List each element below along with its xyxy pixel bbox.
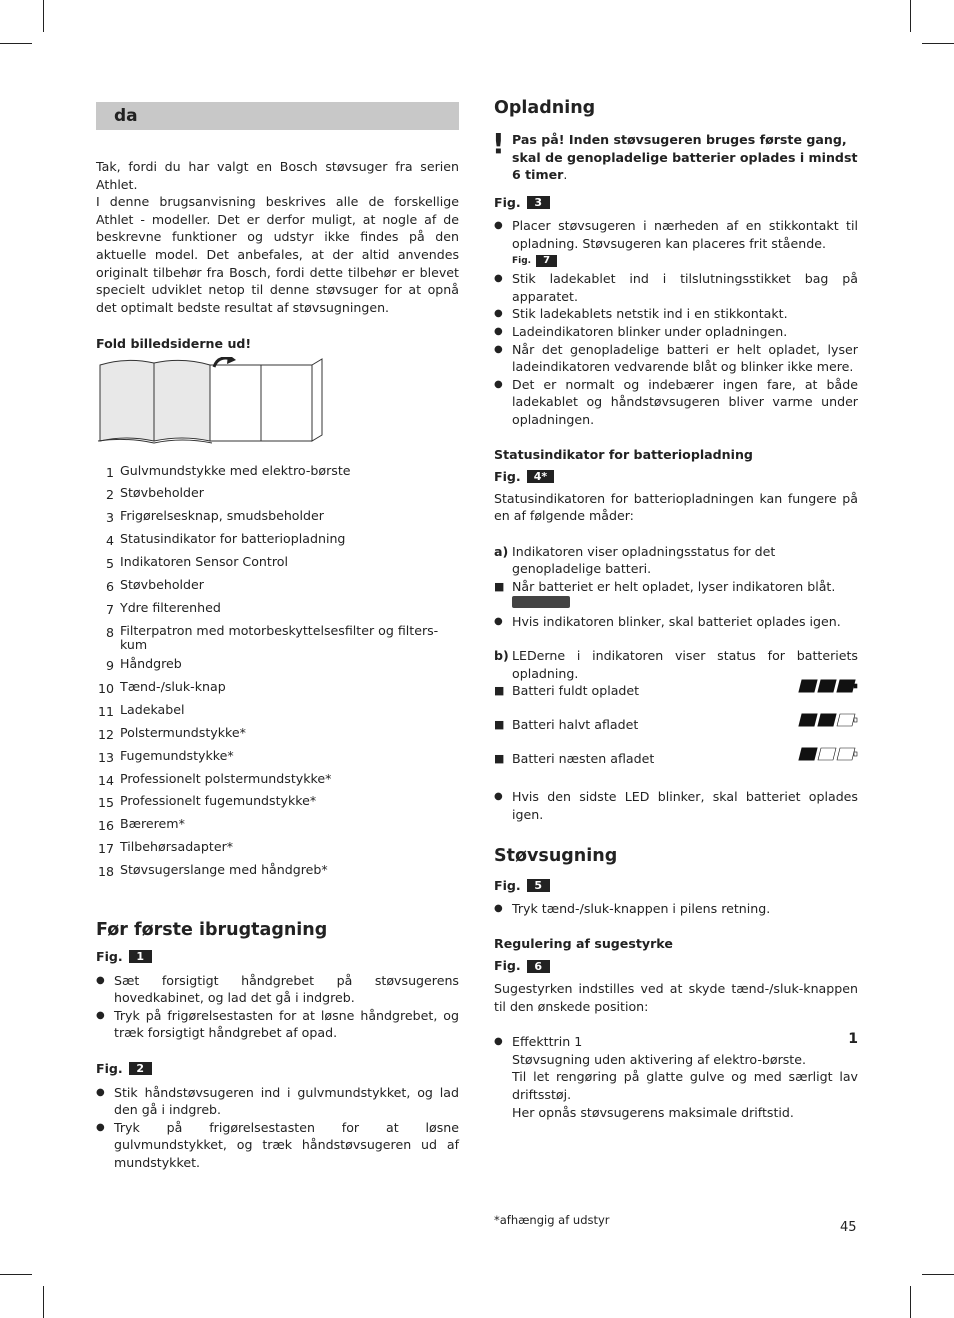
part-name: Bærerem*	[120, 816, 185, 832]
fig5-list	[494, 900, 858, 918]
parts-list-item	[96, 509, 459, 527]
fig-label: Fig.	[494, 194, 521, 210]
part-number: 15	[97, 795, 114, 811]
battery-level-label: Batteri halvt afladet	[512, 717, 639, 733]
battery-tip	[854, 752, 857, 756]
fig-label: Fig.	[96, 1060, 123, 1076]
fig-number-badge: 1	[129, 950, 152, 963]
fig1-list	[96, 972, 459, 1042]
part-name: Ladekabel	[120, 701, 185, 717]
crop-mark	[0, 1274, 32, 1275]
part-number: 14	[97, 772, 114, 788]
fig-label: Fig.	[494, 958, 521, 974]
parts-list-item	[96, 464, 459, 482]
part-name: Gulvmundstykke med elektro-børste	[120, 462, 351, 478]
option-b-label: b)	[494, 648, 509, 664]
fig-label: Fig.	[494, 469, 521, 485]
parts-list-item	[96, 532, 459, 550]
figure-reference	[494, 877, 858, 895]
option-b-bullets	[494, 788, 858, 823]
part-name: Filterpatron med motorbeskyttelsesfilter og filters-kum	[120, 622, 439, 652]
part-name: Tænd-/sluk-knap	[120, 678, 226, 694]
footnote: *afhængig af udstyr	[494, 1213, 610, 1227]
battery-level-list	[494, 682, 858, 784]
part-number: 4	[105, 533, 114, 549]
part-name: Støvbeholder	[120, 485, 204, 501]
fig-number-badge: 3	[527, 196, 550, 209]
suction-levels	[494, 1033, 858, 1121]
fold-title: Fold billedsiderne ud!	[96, 336, 252, 352]
option-a-label: a)	[494, 543, 509, 559]
list-item	[494, 1033, 858, 1121]
list-item: ● Når det genopladelige batteri er helt opladet, lyser ladeindikatoren vedvarende blåt og blinker ikke mere.	[494, 341, 858, 376]
option-b	[494, 647, 858, 682]
parts-list-item	[96, 726, 459, 744]
list-item: ● Hvis den sidste LED blinker, skal batteriet oplades igen.	[494, 788, 858, 823]
list-item: ■ Når batteriet er helt opladet, lyser indikatoren blåt.	[494, 578, 858, 596]
parts-list-item	[96, 703, 459, 721]
level-label: Effekttrin 1	[512, 1034, 583, 1050]
battery-level-item	[494, 682, 858, 716]
part-number: 13	[97, 749, 114, 765]
battery-icon	[796, 746, 858, 762]
option-b-text: LEDerne i indikatoren viser status for batteriets opladning.	[512, 648, 858, 681]
fig-number-badge: 6	[527, 960, 550, 973]
fig-number-badge: 7	[536, 255, 557, 267]
parts-list-item	[96, 749, 459, 767]
battery-segment-filled	[818, 680, 836, 692]
blue-indicator	[512, 596, 570, 608]
part-number: 11	[97, 703, 114, 719]
crop-mark	[910, 0, 911, 32]
option-a	[494, 543, 858, 578]
battery-segment-empty	[837, 714, 855, 726]
first-use-heading: Før første ibrugtagning	[96, 919, 328, 940]
fig-label: Fig.	[96, 948, 123, 964]
part-name: Ydre filterenhed	[120, 599, 221, 615]
part-number: 6	[105, 578, 114, 594]
fig-label: Fig.	[512, 255, 532, 266]
crop-mark	[910, 1286, 911, 1318]
figure-reference	[96, 1060, 459, 1078]
crop-mark	[0, 43, 32, 44]
crop-mark	[922, 43, 954, 44]
crop-mark	[922, 1274, 954, 1275]
intro-paragraph-2: I denne brugsanvisning beskrives alle de forskellige Athlet - modeller. Det er derfor muligt, at nogle af de beskrevne funktioner og udstyr ikke findes på den aktuelle model. Det anbefales, at der altid anvendes originalt tilbehør fra Bosch, fordi dette tilbehør er blevet specielt udviklet netop til denne støvsuger for at opnå det optimalt bedste resultat af støvsugningen.	[96, 194, 459, 315]
fig-number-badge: 2	[129, 1062, 152, 1075]
part-name: Tilbehørsadapter*	[120, 839, 234, 855]
battery-segment-empty	[837, 748, 855, 760]
part-name: Professionelt polstermundstykke*	[120, 770, 332, 786]
battery-level-item	[494, 750, 858, 784]
parts-list-item	[96, 601, 459, 619]
suction-text: Sugestyrken indstilles ved at skyde tænd-/sluk-knappen til den ønskede position:	[494, 981, 858, 1014]
parts-list-item	[96, 840, 459, 858]
part-number: 8	[105, 624, 114, 640]
part-number: 9	[105, 658, 114, 674]
battery-segment-filled	[799, 680, 817, 692]
battery-icon	[796, 678, 858, 694]
right-column	[494, 96, 858, 1121]
parts-list-item	[96, 794, 459, 812]
figure-reference	[96, 948, 459, 966]
figure-reference	[494, 957, 858, 975]
part-number: 2	[105, 487, 114, 503]
left-column	[96, 102, 459, 1172]
list-item: ● Placer støvsugeren i nærheden af en stikkontakt til opladning. Støvsugeren kan placeres frit stående.	[494, 217, 858, 252]
part-number: 5	[105, 556, 114, 572]
part-number: 1	[105, 464, 114, 480]
fig-number-badge: 4*	[527, 470, 554, 483]
warning-icon: !	[492, 127, 505, 160]
fig2-list	[96, 1084, 459, 1172]
status-heading: Statusindikator for batteriopladning	[494, 446, 753, 462]
battery-segment-filled	[818, 714, 836, 726]
part-name: Frigørelsesknap, smudsbeholder	[120, 508, 324, 524]
part-number: 17	[97, 841, 114, 857]
level-number: 1	[848, 1031, 858, 1048]
list-item: ● Tryk på frigørelsestasten for at løsne gulvmundstykket, og træk håndstøvsugeren ud af mundstykket.	[96, 1119, 459, 1172]
fold-out-pages-illustration	[96, 357, 326, 445]
level-line: Her opnås støvsugerens maksimale driftstid.	[512, 1104, 794, 1120]
part-name: Støvsugerslange med håndgreb*	[120, 862, 328, 878]
battery-tip	[854, 718, 857, 722]
battery-segment-empty	[818, 748, 836, 760]
level-line: Til let rengøring på glatte gulve og med særligt lav driftsstøj.	[512, 1069, 858, 1102]
status-intro: Statusindikatoren for batteriopladningen kan fungere på en af følgende måder:	[494, 490, 858, 524]
figure-reference	[494, 468, 858, 486]
battery-level-item	[494, 716, 858, 750]
figure-reference	[494, 253, 858, 271]
option-a-text: Indikatoren viser opladningsstatus for det genopladelige batteri.	[512, 543, 776, 577]
list-item: ● Stik ladekablets netstik ind i en stikkontakt.	[494, 305, 858, 323]
part-name: Professionelt fugemundstykke*	[120, 793, 317, 809]
charging-heading: Opladning	[494, 98, 596, 118]
crop-mark	[43, 0, 44, 32]
intro-paragraph: Tak, fordi du har valgt en Bosch støvsuger fra serien Athlet.	[96, 159, 459, 192]
page-number: 45	[840, 1220, 857, 1235]
warning-text: Pas på! Inden støvsugeren bruges første gang, skal de genopladelige batterier oplades i mindst 6 timer	[512, 132, 858, 183]
battery-segment-filled	[837, 680, 855, 692]
option-a-list	[494, 578, 858, 596]
list-item: ● Tryk tænd-/sluk-knappen i pilens retning.	[494, 900, 858, 918]
parts-list	[96, 464, 459, 881]
list-item: ● Hvis indikatoren blinker, skal batteriet oplades igen.	[494, 613, 858, 631]
part-name: Statusindikator for batteriopladning	[120, 531, 346, 547]
battery-icon	[796, 712, 858, 728]
parts-list-item	[96, 624, 459, 652]
part-name: Polstermundstykke*	[120, 724, 246, 740]
battery-tip	[854, 684, 857, 688]
parts-list-item	[96, 863, 459, 881]
parts-list-item	[96, 555, 459, 573]
list-item: ● Ladeindikatoren blinker under opladningen.	[494, 323, 858, 341]
vacuuming-heading: Støvsugning	[494, 845, 618, 866]
crop-mark	[43, 1286, 44, 1318]
suction-heading: Regulering af sugestyrke	[494, 935, 673, 951]
list-item: ● Sæt forsigtigt håndgrebet på støvsugerens hovedkabinet, og lad det gå i indgreb.	[96, 972, 459, 1007]
part-number: 7	[105, 601, 114, 617]
parts-list-item	[96, 578, 459, 596]
warning-block	[492, 127, 858, 184]
part-name: Fugemundstykke*	[120, 747, 234, 763]
part-number: 18	[97, 864, 114, 880]
battery-segment-filled	[799, 714, 817, 726]
level-line: Støvsugning uden aktivering af elektro-børste.	[512, 1051, 806, 1067]
list-item: ● Tryk på frigørelsestasten for at løsne håndgrebet, og træk forsigtigt håndgrebet af opad.	[96, 1007, 459, 1042]
fig3-list	[494, 217, 858, 252]
part-number: 12	[97, 726, 114, 742]
part-number: 3	[105, 510, 114, 526]
fig-label: Fig.	[494, 877, 521, 893]
figure-reference	[494, 194, 858, 212]
parts-list-item	[96, 657, 459, 675]
warning-end: .	[563, 167, 568, 183]
parts-list-item	[96, 772, 459, 790]
battery-segment-filled	[799, 748, 817, 760]
parts-list-item	[96, 817, 459, 835]
part-number: 16	[97, 818, 114, 834]
parts-list-item	[96, 486, 459, 504]
fig-number-badge: 5	[527, 879, 550, 892]
part-name: Indikatoren Sensor Control	[120, 554, 288, 570]
battery-level-label: Batteri fuldt opladet	[512, 683, 640, 699]
option-a-bullets	[494, 613, 858, 631]
list-item: ● Stik ladekablet ind i tilslutningsstikket bag på apparatet.	[494, 270, 858, 305]
part-number: 10	[97, 680, 114, 696]
language-header: da	[96, 102, 459, 130]
part-name: Støvbeholder	[120, 576, 204, 592]
parts-list-item	[96, 680, 459, 698]
list-item: ● Stik håndstøvsugeren ind i gulvmundstykket, og lad den gå i indgreb.	[96, 1084, 459, 1119]
fig3-list-continued	[494, 270, 858, 428]
battery-level-label: Batteri næsten afladet	[512, 751, 655, 767]
list-item: ● Det er normalt og indebærer ingen fare, at både ladekablet og håndstøvsugeren bliver varme under opladningen.	[494, 376, 858, 429]
part-name: Håndgreb	[120, 656, 182, 672]
